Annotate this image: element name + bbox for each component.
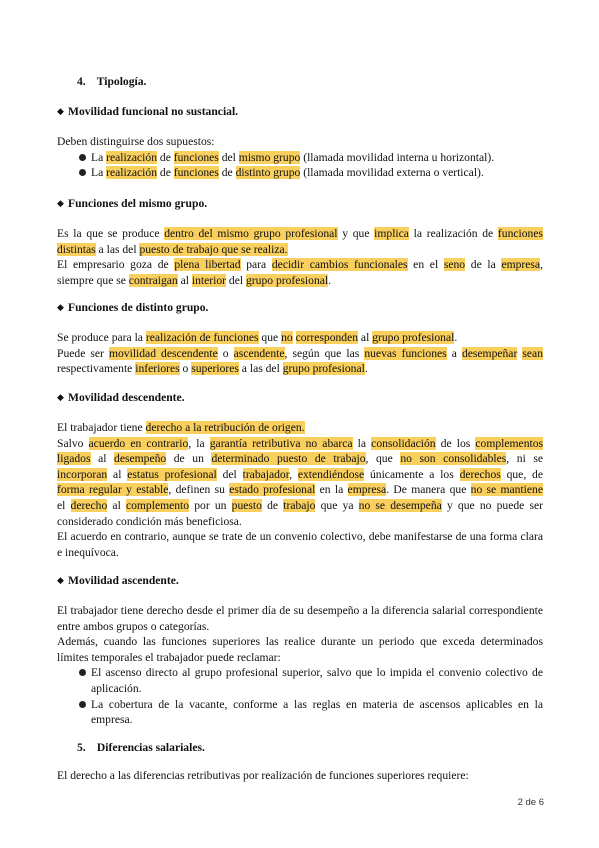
- subheading-mismo-grupo: ◆ Funciones del mismo grupo.: [57, 197, 208, 210]
- paragraph-distinto-grupo: Se produce para la realización de funciones que no corresponden al grupo profesional. Puede ser movilidad descendente o ascendente, según que las nuevas funciones a desempeñar sean respectivamente inferiores o superiores a las del grupo profesional.: [57, 331, 543, 376]
- paragraph-supuestos: Deben distinguirse dos supuestos: La realización de funciones del mismo grupo (llamada movilidad interna u horizontal). La realización de funciones de distinto grupo (llamada movilidad externa o vertical).: [57, 134, 543, 181]
- section-number: 4.: [77, 75, 86, 88]
- subheading-movilidad-ascendente: ◆ Movilidad ascendente.: [57, 574, 179, 587]
- subheading-movilidad-descendente: ◆ Movilidad descendente.: [57, 391, 185, 404]
- diamond-icon: ◆: [57, 392, 64, 402]
- diamond-icon: ◆: [57, 575, 64, 585]
- section-number: 5.: [77, 741, 86, 754]
- bullet-dot-icon: [79, 154, 86, 161]
- diamond-icon: ◆: [57, 302, 64, 312]
- list-item: El ascenso directo al grupo profesional superior, salvo que lo impida el convenio colectivo de aplicación.: [57, 665, 543, 696]
- bullet-dot-icon: [79, 701, 86, 708]
- page-number: 2 de 6: [517, 797, 544, 808]
- paragraph-ascendente: El trabajador tiene derecho desde el primer día de su desempeño a la diferencia salarial correspondiente entre ambos grupos o categorías. Además, cuando las funciones superiores las realice durante un periodo que exceda determinados límites temporales el trabajador puede reclamar: El ascenso directo al grupo profesional superior, salvo que lo impida el convenio colectivo de aplicación. La cobertura de la vacante, conforme a las reglas en materia de ascensos aplicables en la empresa.: [57, 604, 543, 727]
- paragraph-diferencias: El derecho a las diferencias retributivas por realización de funciones superiores requiere:: [57, 769, 469, 782]
- section-heading-5: [77, 740, 205, 756]
- bullet-dot-icon: [79, 669, 86, 676]
- diamond-icon: ◆: [57, 198, 64, 208]
- section-heading-4: [77, 74, 146, 90]
- subheading-movilidad-funcional: ◆ Movilidad funcional no sustancial.: [57, 105, 239, 118]
- list-item: La cobertura de la vacante, conforme a las reglas en materia de ascensos aplicables en la empresa.: [57, 697, 543, 728]
- subheading-distinto-grupo: ◆ Funciones de distinto grupo.: [57, 301, 209, 314]
- list-item: La realización de funciones del mismo grupo (llamada movilidad interna u horizontal).: [57, 150, 543, 166]
- section-title: Tipología.: [96, 75, 147, 88]
- paragraph-mismo-grupo: Es la que se produce dentro del mismo grupo profesional y que implica la realización de funciones distintas a las del puesto de trabajo que se realiza. El empresario goza de plena libertad para decidir cambios funcionales en el seno de la empresa, siempre que se contraigan al interior del grupo profesional.: [57, 227, 543, 287]
- bullet-dot-icon: [79, 169, 86, 176]
- diamond-icon: ◆: [57, 106, 64, 116]
- section-title: Diferencias salariales.: [96, 741, 205, 754]
- list-item: La realización de funciones de distinto grupo (llamada movilidad externa o vertical).: [57, 165, 543, 181]
- paragraph-descendente: El trabajador tiene derecho a la retribución de origen. Salvo acuerdo en contrario, la garantía retributiva no abarca la consolidación de los complementos ligados al desempeño de un determinado puesto de trabajo, que no son consolidables, ni se incorporan al estatus profesional del trabajador, extendiéndose únicamente a los derechos que, de forma regular y estable, definen su estado profesional en la empresa. De manera que no se mantiene el derecho al complemento por un puesto de trabajo que ya no se desempeña y que no puede ser considerado condición más beneficiosa. El acuerdo en contrario, aunque se trate de un convenio colectivo, debe manifestarse de una forma clara e inequívoca.: [57, 421, 544, 559]
